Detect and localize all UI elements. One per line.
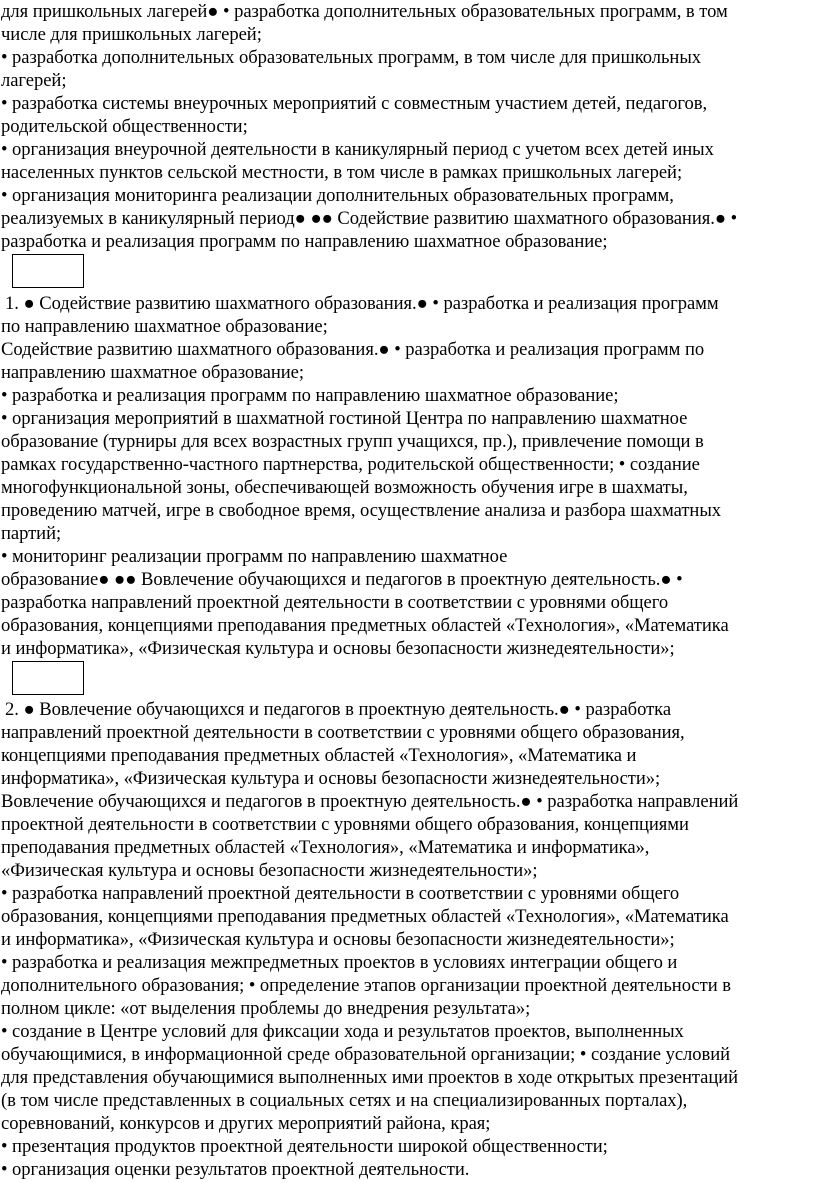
text-line: • разработка и реализация программ по направлению шахматное образование;	[1, 385, 619, 406]
text-line: образование (турниры для всех возрастных групп учащихся, пр.), привлечение помощи в	[1, 431, 704, 452]
text-line: преподавания предметных областей «Технология», «Математика и информатика»,	[1, 837, 650, 858]
text-line: • организация мониторинга реализации дополнительных образовательных программ,	[1, 185, 674, 206]
text-line: для представления обучающимися выполненных ими проектов в ходе открытых презентаций	[1, 1067, 739, 1088]
numbered-item: 2. ● Вовлечение обучающихся и педагогов в проектную деятельность.● • разработка	[5, 699, 672, 720]
text-line: и информатика», «Физическая культура и основы безопасности жизнедеятельности»;	[1, 929, 675, 950]
text-line: • организация мероприятий в шахматной гостиной Центра по направлению шахматное	[1, 408, 688, 429]
text-line: • мониторинг реализации программ по направлению шахматное	[1, 546, 508, 567]
text-line: направлений проектной деятельности в соответствии с уровнями общего образования,	[1, 722, 685, 743]
text-line: рамках государственно-частного партнерства, родительской общественности; • создание	[1, 454, 700, 475]
text-line: • презентация продуктов проектной деятельности широкой общественности;	[1, 1136, 608, 1157]
empty-box	[12, 254, 84, 288]
text-line: • разработка направлений проектной деятельности в соответствии с уровнями общего	[1, 883, 680, 904]
text-line: обучающимися, в информационной среде образовательной организации; • создание условий	[1, 1044, 731, 1065]
text-line: числе для пришкольных лагерей;	[1, 24, 262, 45]
text-line: дополнительного образования; • определение этапов организации проектной деятельности в	[1, 975, 731, 996]
text-line: образования, концепциями преподавания предметных областей «Технология», «Математика	[1, 615, 729, 636]
text-line: образования, концепциями преподавания предметных областей «Технология», «Математика	[1, 906, 729, 927]
empty-box	[12, 661, 84, 695]
text-line: образование● ●● Вовлечение обучающихся и педагогов в проектную деятельность.● •	[1, 569, 683, 590]
text-line: соревнований, конкурсов и других мероприятий района, края;	[1, 1113, 491, 1134]
text-line: • разработка и реализация межпредметных проектов в условиях интеграции общего и	[1, 952, 678, 973]
numbered-item: 1. ● Содействие развитию шахматного образования.● • разработка и реализация программ	[5, 293, 719, 314]
text-line: родительской общественности;	[1, 116, 248, 137]
text-line: разработка направлений проектной деятельности в соответствии с уровнями общего	[1, 592, 669, 613]
text-line: (в том числе представленных в социальных сетях и на специализированных порталах),	[1, 1090, 688, 1111]
text-line: лагерей;	[1, 70, 67, 91]
text-line: Вовлечение обучающихся и педагогов в проектную деятельность.● • разработка направлений	[1, 791, 739, 812]
text-line: населенных пунктов сельской местности, в том числе в рамках пришкольных лагерей;	[1, 162, 683, 183]
text-line: многофункциональной зоны, обеспечивающей возможность обучения игре в шахматы,	[1, 477, 688, 498]
text-line: партий;	[1, 523, 62, 544]
text-line: проведению матчей, игре в свободное время, осуществление анализа и разбора шахматных	[1, 500, 722, 521]
text-line: Содействие развитию шахматного образования.● • разработка и реализация программ по	[1, 339, 705, 360]
text-line: реализуемых в каникулярный период● ●● Содействие развитию шахматного образования.● •	[1, 208, 738, 229]
text-line: полном цикле: «от выделения проблемы до внедрения результата»;	[1, 998, 531, 1019]
text-line: и информатика», «Физическая культура и основы безопасности жизнедеятельности»;	[1, 638, 675, 659]
text-line: разработка и реализация программ по направлению шахматное образование;	[1, 231, 608, 252]
text-line: • создание в Центре условий для фиксации хода и результатов проектов, выполненных	[1, 1021, 684, 1042]
text-line: • разработка дополнительных образовательных программ, в том числе для пришкольных	[1, 47, 702, 68]
text-line: для пришкольных лагерей● • разработка дополнительных образовательных программ, в том	[1, 1, 728, 22]
text-line: проектной деятельности в соответствии с уровнями общего образования, концепциями	[1, 814, 689, 835]
text-line: • организация внеурочной деятельности в каникулярный период с учетом всех детей иных	[1, 139, 714, 160]
text-line: по направлению шахматное образование;	[1, 316, 328, 337]
text-line: • разработка системы внеурочных мероприятий с совместным участием детей, педагогов,	[1, 93, 708, 114]
text-line: направлению шахматное образование;	[1, 362, 304, 383]
text-line: информатика», «Физическая культура и основы безопасности жизнедеятельности»;	[1, 768, 661, 789]
text-line: концепциями преподавания предметных областей «Технология», «Математика и	[1, 745, 637, 766]
text-line: «Физическая культура и основы безопасности жизнедеятельности»;	[1, 860, 538, 881]
text-line: • организация оценки результатов проектной деятельности.	[1, 1159, 470, 1180]
